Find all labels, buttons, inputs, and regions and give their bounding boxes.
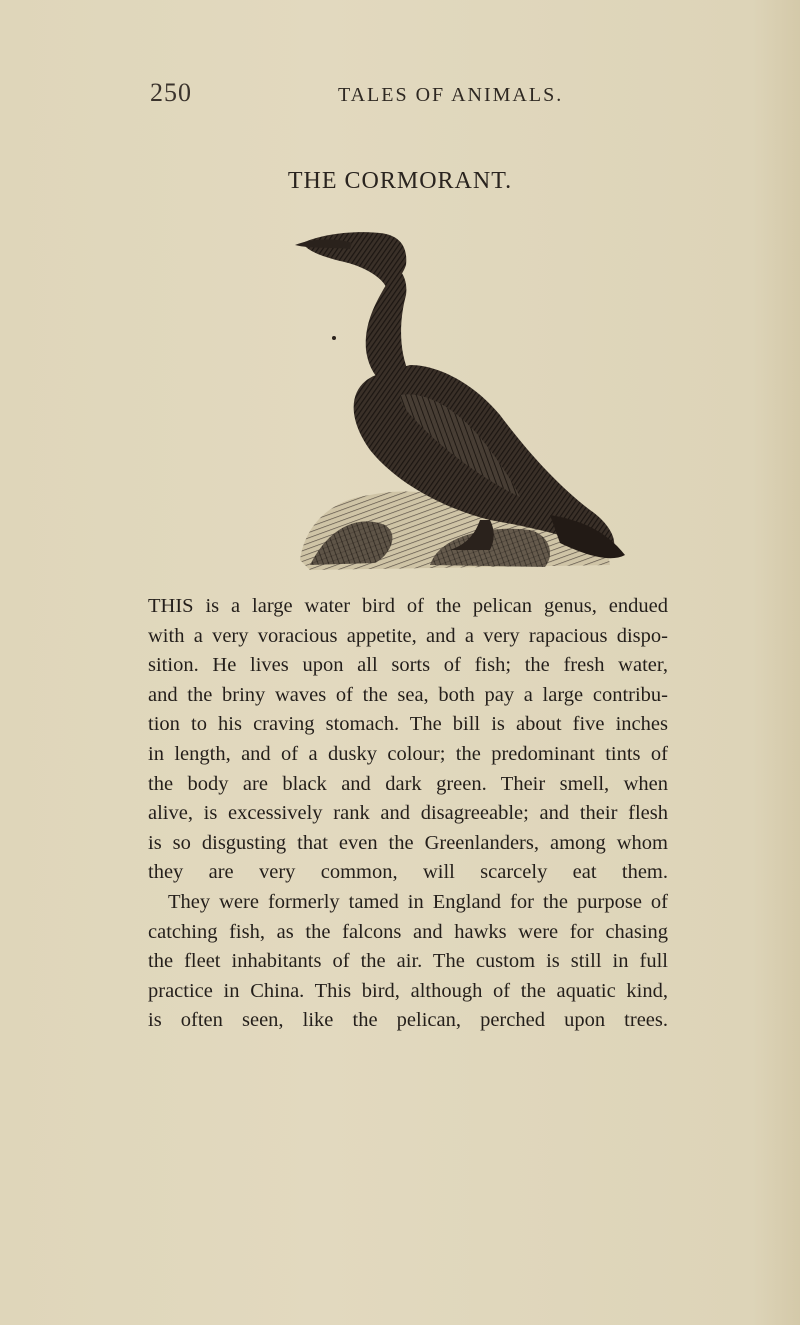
text-line: sition. He lives upon all sorts of fish; the fresh water, [148, 654, 668, 677]
paragraph [148, 888, 668, 1036]
text-line: the body are black and dark green. Their smell, when [148, 772, 668, 795]
cormorant-illustration [290, 225, 630, 585]
text-line: in length, and of a dusky colour; the predominant tints of [148, 742, 668, 765]
text-line: alive, is excessively rank and disagreeable; and their flesh [148, 802, 668, 825]
text-line: they are very common, will scarcely eat them. [148, 861, 668, 884]
cormorant-engraving-icon [290, 225, 630, 585]
text-line: They were formerly tamed in England for the purpose of [168, 890, 668, 913]
page-header [150, 78, 650, 118]
text-line: with a very voracious appetite, and a very rapacious dispo- [148, 624, 668, 647]
chapter-title: THE CORMORANT. [287, 168, 513, 194]
text-line: catching fish, as the falcons and hawks were for chasing [148, 920, 668, 943]
text-line: is often seen, like the pelican, perched upon trees. [148, 1009, 668, 1032]
text-line: and the briny waves of the sea, both pay a large contribu- [148, 683, 668, 706]
text-line: the fleet inhabitants of the air. The custom is still in full [148, 950, 668, 973]
text-line: is so disgusting that even the Greenlanders, among whom [148, 831, 668, 854]
text-line: THIS is a large water bird of the pelican genus, endued [148, 595, 668, 617]
paragraph [148, 592, 668, 888]
page-number: 250 [150, 78, 192, 107]
article-body [148, 592, 668, 1036]
text-line: tion to his craving stomach. The bill is about five inches [148, 713, 668, 736]
running-head: TALES OF ANIMALS. [338, 84, 564, 106]
text-line: practice in China. This bird, although of the aquatic kind, [148, 979, 668, 1002]
